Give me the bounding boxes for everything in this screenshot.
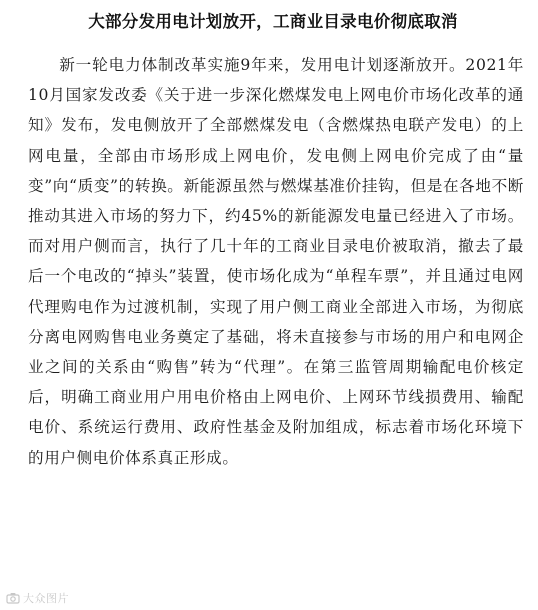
image-watermark bbox=[6, 590, 69, 606]
camera-logo-icon bbox=[6, 592, 20, 604]
article-paragraph: 新一轮电力体制改革实施9年来，发用电计划逐渐放开。2021年10月国家发改委《关于进一步深化燃煤发电上网电价市场化改革的通知》发布，发电侧放开了全部燃煤发电（含燃煤热电联产发电）的上网电量，全部由市场形成上网电价，发电侧上网电价完成了由“量变”向“质变”的转换。新能源虽然与燃煤基准价挂钩，但是在各地不断推动其进入市场的努力下，约45%的新能源发电量已经进入了市场。而对用户侧而言，执行了几十年的工商业目录电价被取消，撤去了最后一个电改的“掉头”装置，使市场化成为“单程车票”，并且通过电网代理购电作为过渡机制，实现了用户侧工商业全部进入市场，为彻底分离电网购售电业务奠定了基础，将未直接参与市场的用户和电网企业之间的关系由“购售”转为“代理”。在第三监管周期输配电价核定后，明确工商业用户用电价格由上网电价、上网环节线损费用、输配电价、系统运行费用、政府性基金及附加组成，标志着市场化环境下的用户侧电价体系真正形成。 bbox=[28, 56, 524, 467]
article-title: 大部分发用电计划放开，工商业目录电价彻底取消 bbox=[88, 12, 458, 31]
watermark-text: 大众图片 bbox=[23, 592, 69, 605]
